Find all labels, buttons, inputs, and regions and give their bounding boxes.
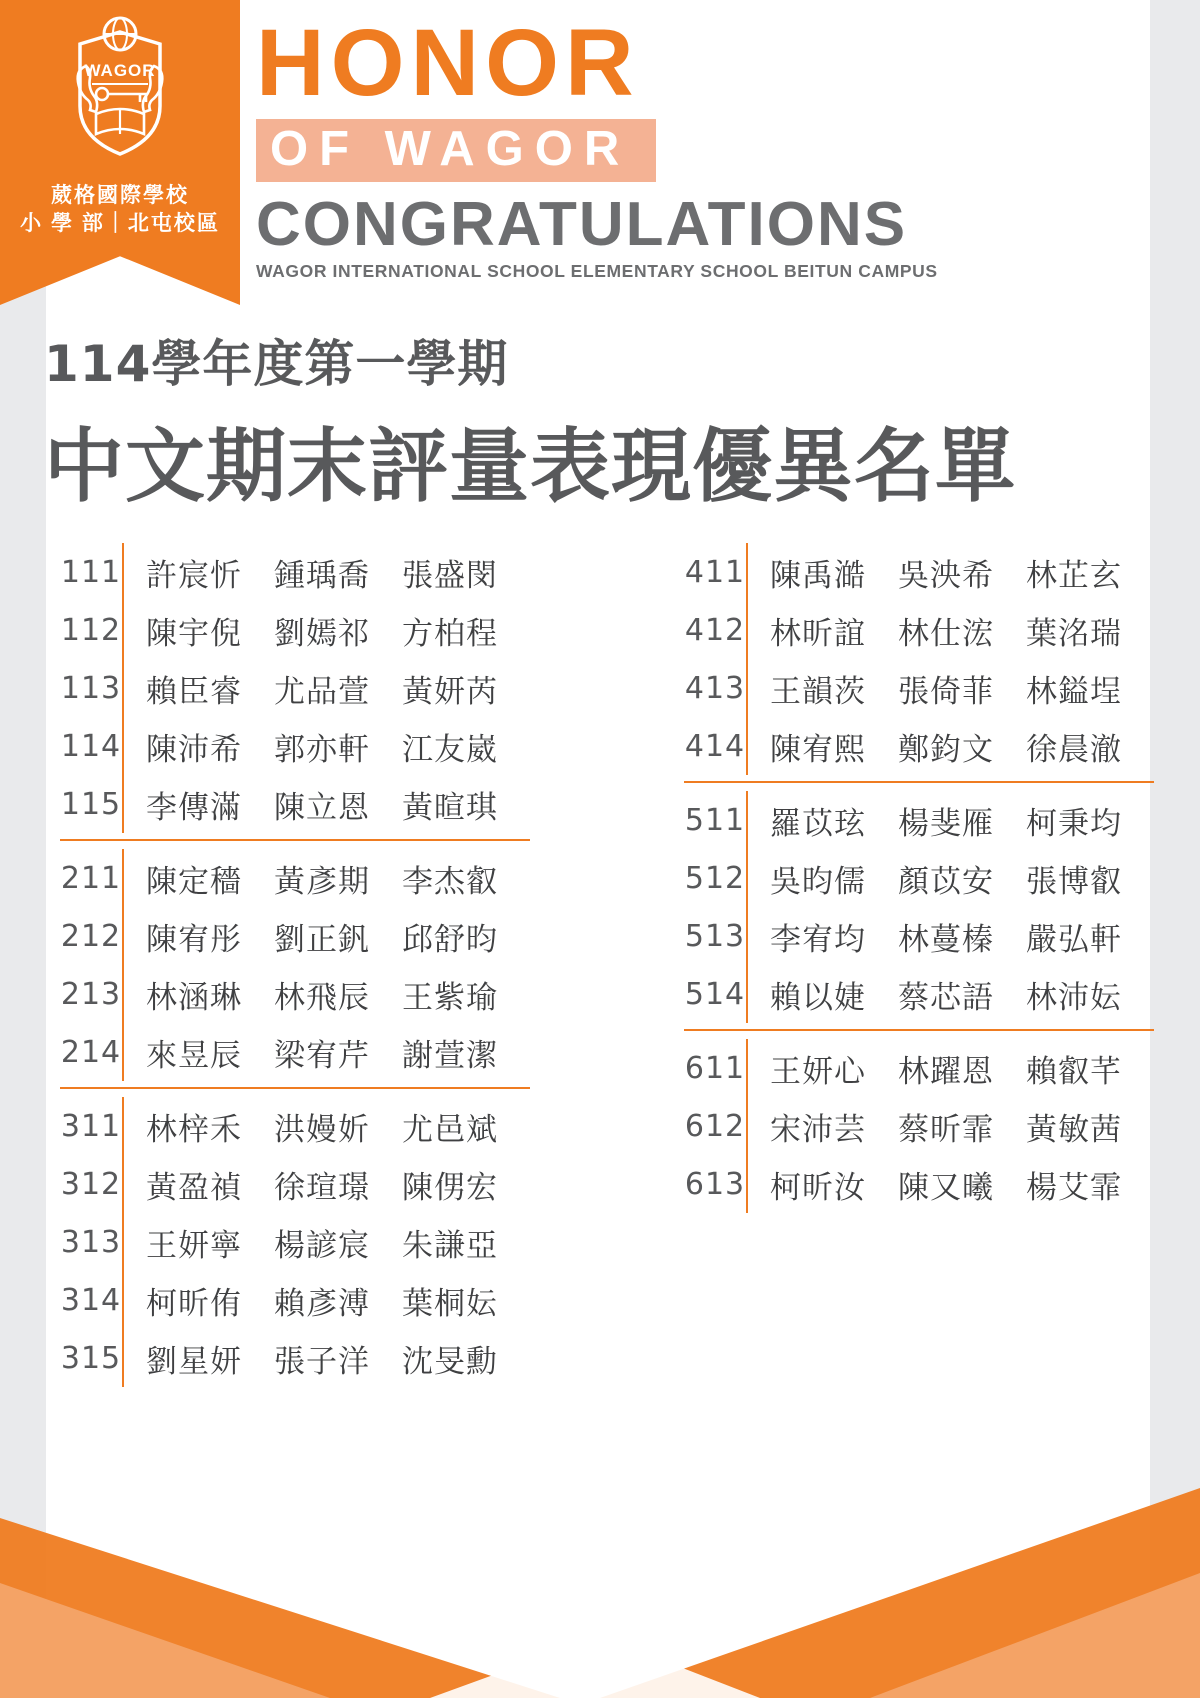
student-name: 王紫瑜 bbox=[402, 979, 498, 1016]
class-row bbox=[60, 775, 530, 833]
student-name: 黃敏茜 bbox=[1026, 1111, 1122, 1148]
student-name: 陳侽宏 bbox=[402, 1169, 498, 1206]
student-name-group bbox=[122, 543, 530, 601]
student-name-group bbox=[122, 1155, 530, 1213]
student-name: 賴叡芊 bbox=[1026, 1053, 1122, 1090]
student-name-group bbox=[746, 791, 1154, 849]
student-name-group bbox=[746, 1155, 1154, 1213]
class-row bbox=[60, 1155, 530, 1213]
student-name: 楊艾霏 bbox=[1026, 1169, 1122, 1206]
of-wagor-title: OF WAGOR bbox=[270, 122, 631, 176]
student-name-group bbox=[746, 601, 1154, 659]
class-number: 113 bbox=[60, 670, 122, 706]
class-number: 612 bbox=[684, 1108, 746, 1144]
student-name: 葉洺瑞 bbox=[1026, 615, 1122, 652]
student-name: 鍾瑀喬 bbox=[274, 557, 370, 594]
class-number: 511 bbox=[684, 802, 746, 838]
student-name: 許宸忻 bbox=[146, 557, 242, 594]
student-name: 陳又曦 bbox=[898, 1169, 994, 1206]
student-name: 劉正釩 bbox=[274, 921, 370, 958]
student-name: 張倚菲 bbox=[898, 673, 994, 710]
grade-group bbox=[60, 849, 530, 1089]
student-name-group bbox=[746, 965, 1154, 1023]
student-name: 林鎰埕 bbox=[1026, 673, 1122, 710]
student-name: 鄭鈞文 bbox=[898, 731, 994, 768]
student-name: 楊諺宸 bbox=[274, 1227, 370, 1264]
svg-text:WAGOR: WAGOR bbox=[84, 61, 156, 80]
bottom-decoration-svg bbox=[0, 1368, 1200, 1698]
student-name: 林沛妘 bbox=[1026, 979, 1122, 1016]
class-number: 514 bbox=[684, 976, 746, 1012]
student-name: 沈旻勳 bbox=[402, 1343, 498, 1380]
student-name: 來昱辰 bbox=[146, 1037, 242, 1074]
student-name: 謝萱潔 bbox=[402, 1037, 498, 1074]
class-number: 513 bbox=[684, 918, 746, 954]
student-name-group bbox=[122, 965, 530, 1023]
student-name: 林涵琳 bbox=[146, 979, 242, 1016]
student-name: 賴彥溥 bbox=[274, 1285, 370, 1322]
student-name-group bbox=[122, 775, 530, 833]
class-number: 611 bbox=[684, 1050, 746, 1086]
student-name: 李傳滿 bbox=[146, 789, 242, 826]
student-name: 楊斐雁 bbox=[898, 805, 994, 842]
student-name-group bbox=[122, 1329, 530, 1387]
student-name: 黃彥期 bbox=[274, 863, 370, 900]
class-number: 313 bbox=[60, 1224, 122, 1260]
class-row bbox=[60, 1213, 530, 1271]
left-column bbox=[60, 543, 530, 1401]
student-name: 林蔓榛 bbox=[898, 921, 994, 958]
student-name-group bbox=[122, 1023, 530, 1081]
class-row bbox=[60, 849, 530, 907]
class-row bbox=[60, 543, 530, 601]
student-name: 陳宇倪 bbox=[146, 615, 242, 652]
student-name-group bbox=[746, 1097, 1154, 1155]
honor-roll-lists bbox=[0, 543, 1200, 1401]
class-number: 311 bbox=[60, 1108, 122, 1144]
grade-group bbox=[684, 543, 1154, 783]
class-row bbox=[684, 659, 1154, 717]
page-title: 中文期末評量表現優異名單 bbox=[44, 420, 1016, 513]
class-number: 213 bbox=[60, 976, 122, 1012]
class-row bbox=[684, 1097, 1154, 1155]
right-column bbox=[684, 543, 1154, 1401]
grade-group bbox=[60, 1097, 530, 1393]
student-name: 黃暄琪 bbox=[402, 789, 498, 826]
student-name: 柯昕侑 bbox=[146, 1285, 242, 1322]
student-name: 李宥均 bbox=[770, 921, 866, 958]
student-name: 羅苡玹 bbox=[770, 805, 866, 842]
bottom-decoration bbox=[0, 1368, 1200, 1698]
class-number: 211 bbox=[60, 860, 122, 896]
student-name: 邱舒昀 bbox=[402, 921, 498, 958]
student-name: 蔡芯語 bbox=[898, 979, 994, 1016]
student-name: 洪嫚妡 bbox=[274, 1111, 370, 1148]
class-number: 312 bbox=[60, 1166, 122, 1202]
crest-icon bbox=[56, 14, 184, 164]
class-row bbox=[684, 601, 1154, 659]
student-name: 郭亦軒 bbox=[274, 731, 370, 768]
student-name: 方柏程 bbox=[402, 615, 498, 652]
student-name: 顏苡安 bbox=[898, 863, 994, 900]
school-year-line: 114學年度第一學期 bbox=[44, 335, 509, 393]
student-name: 陳禹澔 bbox=[770, 557, 866, 594]
student-name: 張博叡 bbox=[1026, 863, 1122, 900]
school-logo bbox=[0, 14, 240, 239]
student-name: 林梓禾 bbox=[146, 1111, 242, 1148]
student-name: 柯昕汝 bbox=[770, 1169, 866, 1206]
class-number: 512 bbox=[684, 860, 746, 896]
student-name-group bbox=[122, 1271, 530, 1329]
student-name: 賴臣睿 bbox=[146, 673, 242, 710]
student-name-group bbox=[122, 1213, 530, 1271]
student-name: 陳宥彤 bbox=[146, 921, 242, 958]
student-name-group bbox=[746, 849, 1154, 907]
class-number: 613 bbox=[684, 1166, 746, 1202]
class-number: 212 bbox=[60, 918, 122, 954]
of-wagor-bar bbox=[256, 119, 656, 182]
class-row bbox=[684, 717, 1154, 775]
student-name: 張子洋 bbox=[274, 1343, 370, 1380]
class-number: 111 bbox=[60, 554, 122, 590]
student-name: 賴以婕 bbox=[770, 979, 866, 1016]
grade-group bbox=[684, 1039, 1154, 1219]
student-name: 徐晨澈 bbox=[1026, 731, 1122, 768]
student-name: 徐瑄璟 bbox=[274, 1169, 370, 1206]
class-number: 411 bbox=[684, 554, 746, 590]
class-number: 314 bbox=[60, 1282, 122, 1318]
class-row bbox=[60, 965, 530, 1023]
student-name: 陳沛希 bbox=[146, 731, 242, 768]
student-name: 陳立恩 bbox=[274, 789, 370, 826]
student-name-group bbox=[122, 601, 530, 659]
class-row bbox=[60, 717, 530, 775]
student-name: 林芷玄 bbox=[1026, 557, 1122, 594]
poster-header bbox=[0, 0, 1200, 318]
student-name: 尤品萱 bbox=[274, 673, 370, 710]
student-name: 朱謙亞 bbox=[402, 1227, 498, 1264]
student-name: 王妍寧 bbox=[146, 1227, 242, 1264]
school-name-line1: 葳格國際學校 bbox=[51, 184, 189, 207]
class-row bbox=[684, 1155, 1154, 1213]
class-row bbox=[60, 907, 530, 965]
student-name: 黃妍芮 bbox=[402, 673, 498, 710]
student-name-group bbox=[122, 659, 530, 717]
student-name-group bbox=[746, 659, 1154, 717]
class-number: 412 bbox=[684, 612, 746, 648]
student-name: 劉星妍 bbox=[146, 1343, 242, 1380]
congratulations-title: CONGRATULATIONS bbox=[256, 190, 908, 259]
student-name: 宋沛芸 bbox=[770, 1111, 866, 1148]
student-name: 林仕浤 bbox=[898, 615, 994, 652]
student-name: 林昕誼 bbox=[770, 615, 866, 652]
class-number: 414 bbox=[684, 728, 746, 764]
class-row bbox=[60, 1023, 530, 1081]
student-name: 蔡昕霏 bbox=[898, 1111, 994, 1148]
class-row bbox=[60, 601, 530, 659]
student-name-group bbox=[122, 717, 530, 775]
student-name: 葉桐妘 bbox=[402, 1285, 498, 1322]
class-row bbox=[684, 791, 1154, 849]
honor-title: HONOR bbox=[256, 10, 640, 116]
campus-subtitle: WAGOR INTERNATIONAL SCHOOL ELEMENTARY SCHOOL BEITUN CAMPUS bbox=[256, 261, 938, 282]
class-row bbox=[684, 1039, 1154, 1097]
class-row bbox=[684, 965, 1154, 1023]
student-name-group bbox=[746, 907, 1154, 965]
student-name: 李杰叡 bbox=[402, 863, 498, 900]
class-number: 413 bbox=[684, 670, 746, 706]
student-name-group bbox=[122, 849, 530, 907]
class-row bbox=[60, 1097, 530, 1155]
student-name-group bbox=[746, 543, 1154, 601]
class-number: 112 bbox=[60, 612, 122, 648]
student-name: 江友崴 bbox=[402, 731, 498, 768]
student-name: 吳昀儒 bbox=[770, 863, 866, 900]
school-name bbox=[0, 182, 240, 239]
title-block bbox=[256, 10, 1186, 282]
student-name-group bbox=[746, 717, 1154, 775]
class-number: 115 bbox=[60, 786, 122, 822]
class-row bbox=[60, 1271, 530, 1329]
student-name: 王韻茨 bbox=[770, 673, 866, 710]
student-name: 吳泱希 bbox=[898, 557, 994, 594]
class-number: 114 bbox=[60, 728, 122, 764]
class-row bbox=[60, 659, 530, 717]
student-name: 林躍恩 bbox=[898, 1053, 994, 1090]
student-name: 柯秉均 bbox=[1026, 805, 1122, 842]
student-name: 王妍心 bbox=[770, 1053, 866, 1090]
grade-group bbox=[60, 543, 530, 841]
student-name-group bbox=[122, 907, 530, 965]
class-row bbox=[60, 1329, 530, 1387]
class-number: 214 bbox=[60, 1034, 122, 1070]
class-row bbox=[684, 849, 1154, 907]
student-name-group bbox=[746, 1039, 1154, 1097]
student-name: 林飛辰 bbox=[274, 979, 370, 1016]
school-name-line2: 小 學 部｜北屯校區 bbox=[20, 212, 220, 236]
student-name: 黃盈禎 bbox=[146, 1169, 242, 1206]
student-name: 梁宥芹 bbox=[274, 1037, 370, 1074]
class-row bbox=[684, 543, 1154, 601]
student-name: 劉嫣祁 bbox=[274, 615, 370, 652]
class-number: 315 bbox=[60, 1340, 122, 1376]
student-name-group bbox=[122, 1097, 530, 1155]
student-name: 尤邑斌 bbox=[402, 1111, 498, 1148]
heading-area bbox=[0, 318, 1200, 517]
grade-group bbox=[684, 791, 1154, 1031]
student-name: 嚴弘軒 bbox=[1026, 921, 1122, 958]
student-name: 陳定穡 bbox=[146, 863, 242, 900]
student-name: 張盛閔 bbox=[402, 557, 498, 594]
student-name: 陳宥熙 bbox=[770, 731, 866, 768]
class-row bbox=[684, 907, 1154, 965]
